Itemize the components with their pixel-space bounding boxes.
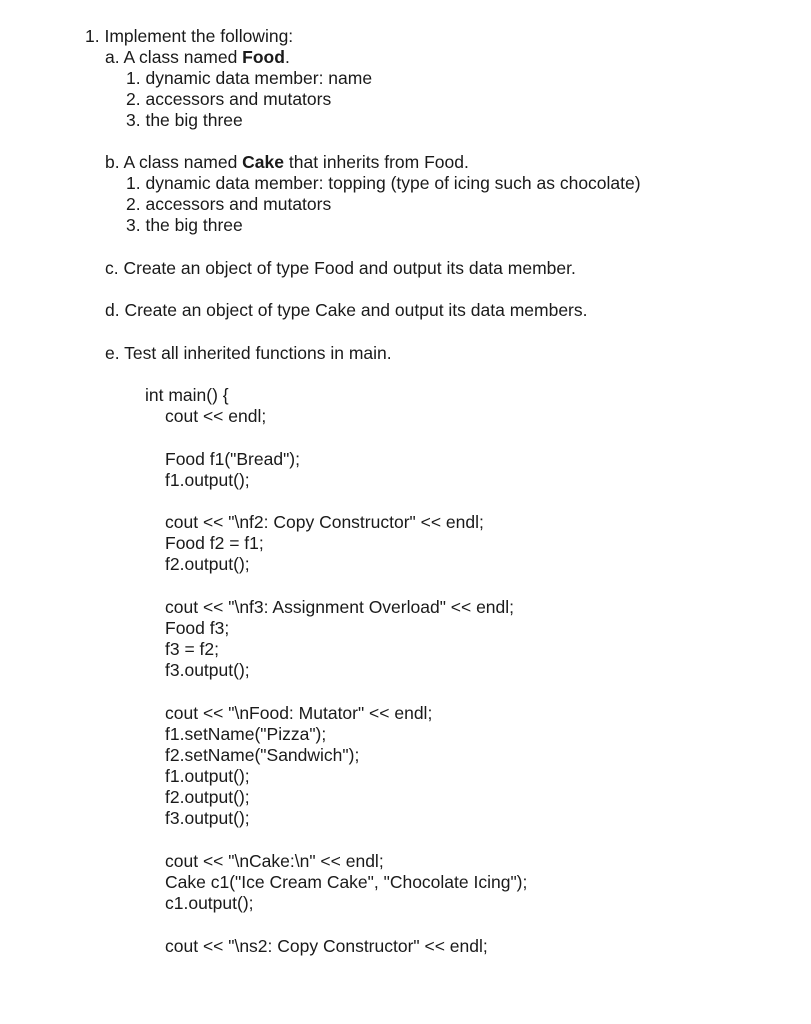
part-a-title bbox=[105, 47, 290, 68]
code-line: cout << "\nFood: Mutator" << endl; bbox=[165, 703, 433, 723]
code-main-signature: int main() { bbox=[145, 385, 229, 405]
part-b-item: 2. accessors and mutators bbox=[126, 194, 332, 214]
code-line: f1.output(); bbox=[165, 470, 250, 490]
code-line: f2.output(); bbox=[165, 787, 250, 807]
part-b-class-name: Cake bbox=[242, 152, 285, 172]
part-c: c. Create an object of type Food and output its data member. bbox=[105, 258, 576, 278]
code-line: f3 = f2; bbox=[165, 639, 219, 659]
part-a-item: 2. accessors and mutators bbox=[126, 89, 332, 109]
part-b-item: 1. dynamic data member: topping (type of icing such as chocolate) bbox=[126, 173, 641, 193]
code-line: cout << "\nf3: Assignment Overload" << endl; bbox=[165, 597, 515, 617]
code-line: f3.output(); bbox=[165, 808, 250, 828]
code-line: cout << "\ns2: Copy Constructor" << endl; bbox=[165, 936, 488, 956]
part-b-prefix: b. A class named bbox=[105, 152, 243, 172]
part-b-suffix: that inherits from Food. bbox=[284, 152, 469, 172]
part-a-class-name: Food bbox=[242, 47, 285, 67]
code-line: f2.output(); bbox=[165, 554, 250, 574]
code-line: f1.output(); bbox=[165, 766, 250, 786]
code-line: f2.setName("Sandwich"); bbox=[165, 745, 360, 765]
code-line: f3.output(); bbox=[165, 660, 250, 680]
part-a-item: 3. the big three bbox=[126, 110, 243, 130]
part-b-item: 3. the big three bbox=[126, 215, 243, 235]
task-heading: 1. Implement the following: bbox=[85, 26, 294, 46]
code-line: Food f3; bbox=[165, 618, 230, 638]
code-line: Food f1("Bread"); bbox=[165, 449, 300, 469]
part-d: d. Create an object of type Cake and output its data members. bbox=[105, 300, 588, 320]
code-line: cout << "\nCake:\n" << endl; bbox=[165, 851, 384, 871]
code-line: Cake c1("Ice Cream Cake", "Chocolate Icing"); bbox=[165, 872, 528, 892]
part-a-suffix: . bbox=[284, 47, 290, 67]
code-line: c1.output(); bbox=[165, 893, 254, 913]
part-a-item: 1. dynamic data member: name bbox=[126, 68, 373, 88]
code-line: Food f2 = f1; bbox=[165, 533, 264, 553]
part-e: e. Test all inherited functions in main. bbox=[105, 343, 392, 363]
part-a-prefix: a. A class named bbox=[105, 47, 243, 67]
code-line: f1.setName("Pizza"); bbox=[165, 724, 327, 744]
code-line: cout << endl; bbox=[165, 406, 267, 426]
part-b-title bbox=[105, 152, 469, 173]
code-line: cout << "\nf2: Copy Constructor" << endl; bbox=[165, 512, 484, 532]
